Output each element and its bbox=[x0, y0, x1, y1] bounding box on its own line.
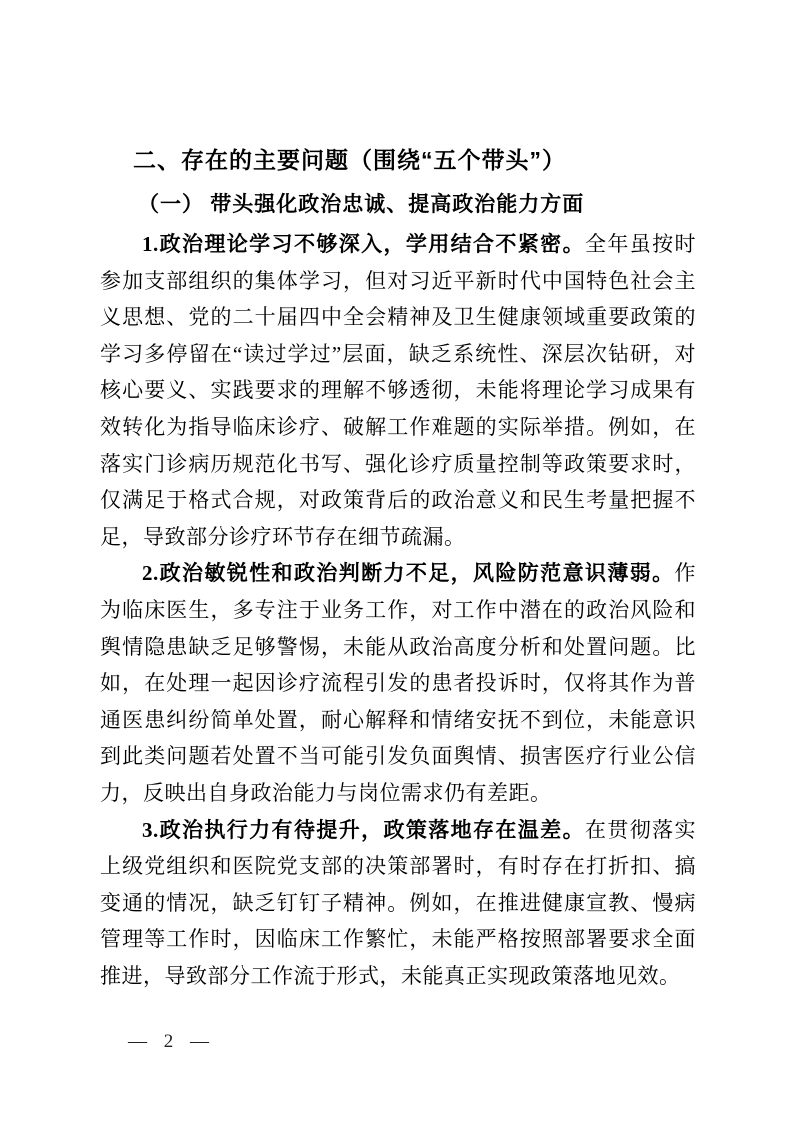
paragraph-3-body: 在贯彻落实上级党组织和医院党支部的决策部署时，有时存在打折扣、搞变通的情况，缺乏钉钉子精神。例如，在推进健康宣教、慢病管理等工作时，因临床工作繁忙，未能严格按照部署要求全面推进，导致部分工作流于形式，未能真正实现政策落地见效。 bbox=[100, 817, 697, 988]
page-number: — 2 — bbox=[128, 1031, 215, 1052]
paragraph-1-body: 全年虽按时参加支部组织的集体学习，但对习近平新时代中国特色社会主义思想、党的二十届四中全会精神及卫生健康领域重要政策的学习多停留在“读过学过”层面，缺乏系统性、深层次钻研，对核心要义、实践要求的理解不够透彻，未能将理论学习成果有效转化为指导临床诊疗、破解工作难题的实际举措。例如，在落实门诊病历规范化书写、强化诊疗质量控制等政策要求时，仅满足于格式合规，对政策背后的政治意义和民生考量把握不足，导致部分诊疗环节存在细节疏漏。 bbox=[100, 232, 697, 549]
paragraph-1 bbox=[100, 226, 696, 555]
paragraph-2-lead: 2.政治敏锐性和政治判断力不足，风险防范意识薄弱。 bbox=[142, 561, 675, 586]
paragraph-2 bbox=[100, 555, 696, 811]
sub-heading: （一） 带头强化政治忠诚、提高政治能力方面 bbox=[138, 192, 585, 216]
paragraph-2-body: 作为临床医生，多专注于业务工作，对工作中潜在的政治风险和舆情隐患缺乏足够警惕，未能从政治高度分析和处置问题。比如，在处理一起因诊疗流程引发的患者投诉时，仅将其作为普通医患纠纷简单处置，耐心解释和情绪安抚不到位，未能意识到此类问题若处置不当可能引发负面舆情、损害医疗行业公信力，反映出自身政治能力与岗位需求仍有差距。 bbox=[100, 561, 696, 805]
paragraph-3 bbox=[100, 812, 696, 995]
paragraph-3-lead: 3.政治执行力有待提升，政策落地存在温差。 bbox=[142, 817, 585, 842]
section-heading: 二、存在的主要问题（围绕“五个带头”） bbox=[133, 147, 566, 173]
document-content bbox=[100, 140, 696, 994]
paragraph-1-lead: 1.政治理论学习不够深入，学用结合不紧密。 bbox=[142, 232, 585, 256]
